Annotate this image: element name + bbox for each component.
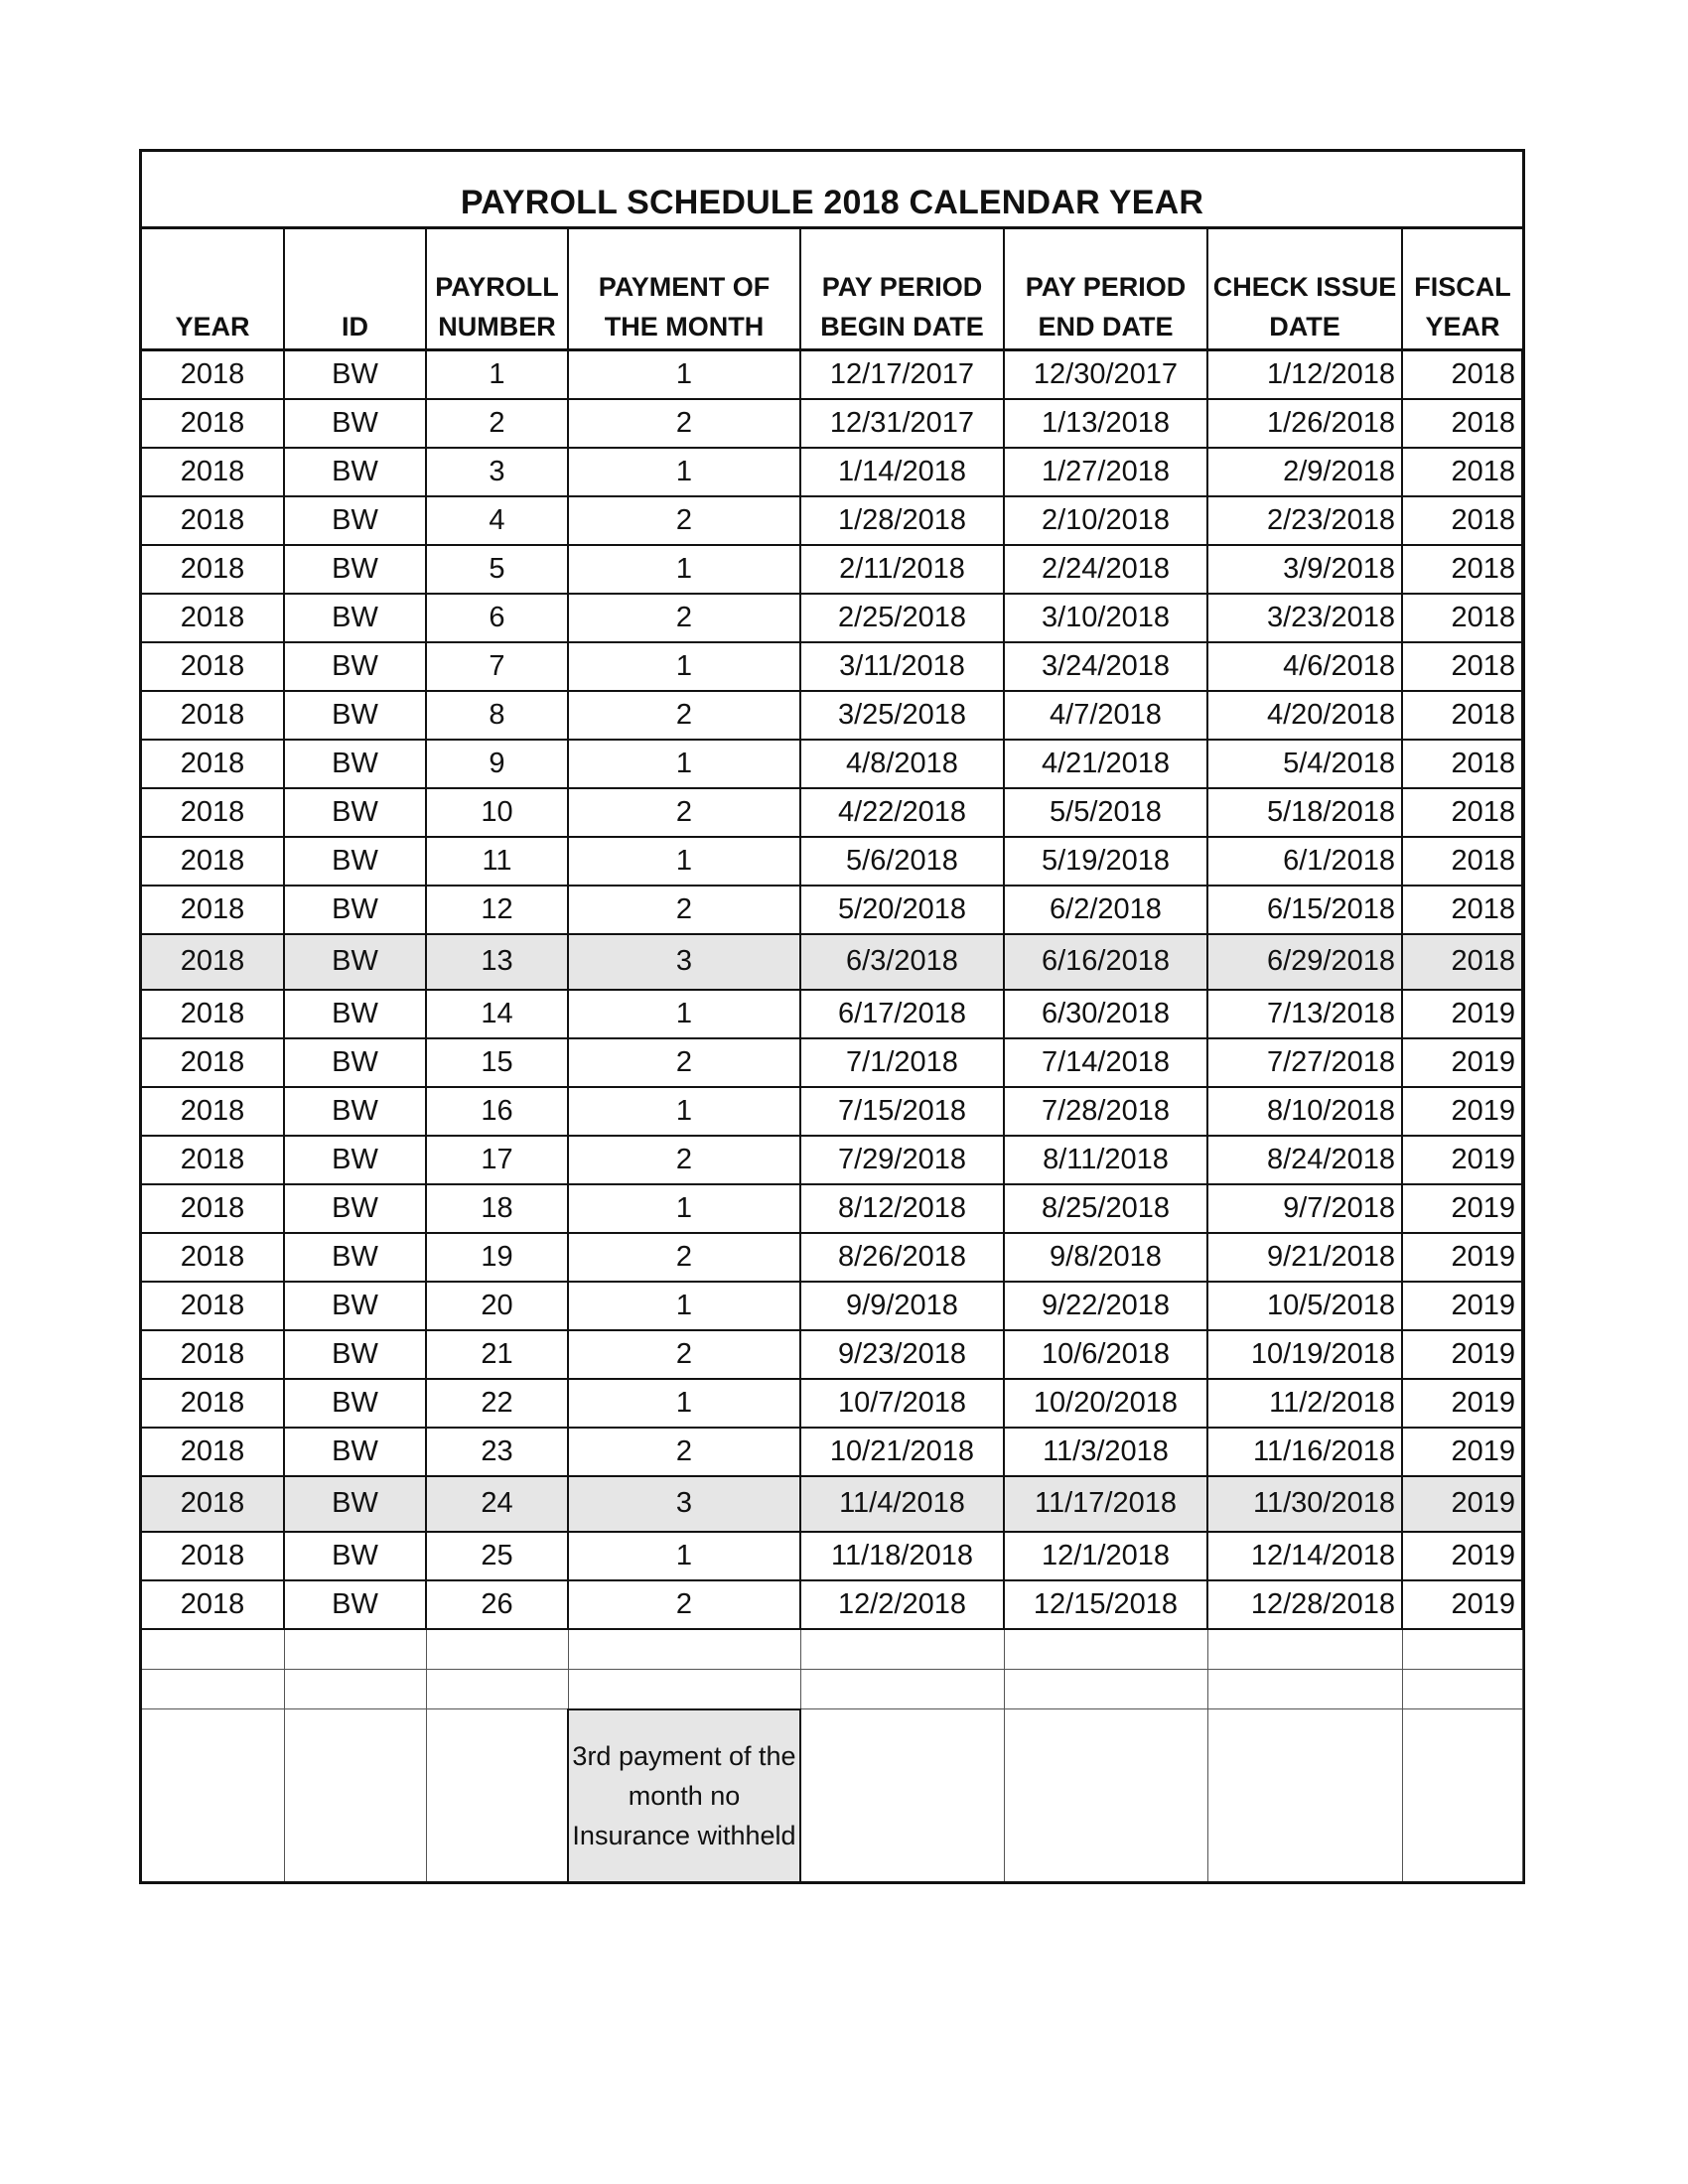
cell-year: 2018 [142,934,284,990]
cell-year: 2018 [142,1428,284,1476]
cell-begin-date: 7/29/2018 [800,1136,1004,1184]
note-row [142,1709,1522,1881]
cell-year: 2018 [142,1282,284,1330]
cell-fiscal-year: 2018 [1402,837,1522,886]
cell-year: 2018 [142,837,284,886]
cell-fiscal-year: 2019 [1402,1282,1522,1330]
blank-rows [142,1629,1522,1881]
cell-id: BW [284,448,426,496]
cell-payroll-number: 22 [426,1379,568,1428]
table-row [142,350,1522,399]
cell-end-date: 12/15/2018 [1004,1580,1207,1629]
cell-payment-of-month: 1 [568,740,800,788]
cell-payroll-number: 1 [426,350,568,399]
cell-year: 2018 [142,1580,284,1629]
cell-payroll-number: 10 [426,788,568,837]
cell-check-issue-date: 9/7/2018 [1207,1184,1402,1233]
cell-id: BW [284,934,426,990]
cell-payment-of-month: 1 [568,1282,800,1330]
cell-begin-date: 7/15/2018 [800,1087,1004,1136]
cell-fiscal-year: 2018 [1402,691,1522,740]
cell-year: 2018 [142,1087,284,1136]
cell-begin-date: 5/20/2018 [800,886,1004,934]
cell-payroll-number: 5 [426,545,568,594]
cell-payment-of-month: 1 [568,837,800,886]
cell-fiscal-year: 2019 [1402,1184,1522,1233]
cell-end-date: 3/10/2018 [1004,594,1207,642]
cell-end-date: 1/27/2018 [1004,448,1207,496]
cell-payroll-number: 15 [426,1038,568,1087]
cell-payroll-number: 26 [426,1580,568,1629]
cell-payment-of-month: 2 [568,594,800,642]
column-header-fiscal-year: FISCAL YEAR [1402,229,1522,350]
cell-payment-of-month: 1 [568,545,800,594]
table-row [142,594,1522,642]
cell-end-date: 11/3/2018 [1004,1428,1207,1476]
column-header-check-issue-date: CHECK ISSUE DATE [1207,229,1402,350]
table-row [142,886,1522,934]
cell-begin-date: 12/2/2018 [800,1580,1004,1629]
cell-id: BW [284,642,426,691]
cell-check-issue-date: 3/23/2018 [1207,594,1402,642]
cell-check-issue-date: 9/21/2018 [1207,1233,1402,1282]
cell-fiscal-year: 2019 [1402,1580,1522,1629]
cell-id: BW [284,1233,426,1282]
cell-begin-date: 4/8/2018 [800,740,1004,788]
column-header-payroll-number: PAYROLL NUMBER [426,229,568,350]
cell-begin-date: 8/26/2018 [800,1233,1004,1282]
cell-id: BW [284,1136,426,1184]
cell-begin-date: 10/7/2018 [800,1379,1004,1428]
cell-check-issue-date: 4/6/2018 [1207,642,1402,691]
table-row [142,788,1522,837]
third-payment-note: 3rd payment of the month no Insurance withheld [568,1709,800,1881]
cell-id: BW [284,886,426,934]
table-row [142,496,1522,545]
cell-year: 2018 [142,496,284,545]
column-header-year: YEAR [142,229,284,350]
cell-year: 2018 [142,1038,284,1087]
cell-payment-of-month: 2 [568,496,800,545]
cell-id: BW [284,1282,426,1330]
table-row [142,837,1522,886]
cell-end-date: 9/22/2018 [1004,1282,1207,1330]
cell-end-date: 8/25/2018 [1004,1184,1207,1233]
cell-payment-of-month: 1 [568,1184,800,1233]
cell-end-date: 6/16/2018 [1004,934,1207,990]
cell-begin-date: 4/22/2018 [800,788,1004,837]
cell-check-issue-date: 6/1/2018 [1207,837,1402,886]
cell-year: 2018 [142,1136,284,1184]
column-header-end-date: PAY PERIOD END DATE [1004,229,1207,350]
cell-fiscal-year: 2019 [1402,1087,1522,1136]
cell-payroll-number: 3 [426,448,568,496]
cell-year: 2018 [142,448,284,496]
cell-year: 2018 [142,545,284,594]
cell-payment-of-month: 3 [568,1476,800,1532]
cell-end-date: 8/11/2018 [1004,1136,1207,1184]
column-header-id: ID [284,229,426,350]
cell-fiscal-year: 2019 [1402,1233,1522,1282]
cell-payroll-number: 23 [426,1428,568,1476]
cell-id: BW [284,837,426,886]
cell-payroll-number: 7 [426,642,568,691]
table-row [142,1282,1522,1330]
cell-end-date: 3/24/2018 [1004,642,1207,691]
cell-check-issue-date: 11/16/2018 [1207,1428,1402,1476]
cell-check-issue-date: 10/19/2018 [1207,1330,1402,1379]
cell-begin-date: 11/18/2018 [800,1532,1004,1580]
cell-payroll-number: 8 [426,691,568,740]
cell-check-issue-date: 2/23/2018 [1207,496,1402,545]
cell-payment-of-month: 1 [568,990,800,1038]
cell-end-date: 12/30/2017 [1004,350,1207,399]
cell-payment-of-month: 2 [568,1136,800,1184]
cell-payment-of-month: 2 [568,1038,800,1087]
cell-payroll-number: 14 [426,990,568,1038]
cell-begin-date: 1/14/2018 [800,448,1004,496]
table-row [142,1330,1522,1379]
cell-check-issue-date: 6/29/2018 [1207,934,1402,990]
cell-check-issue-date: 1/12/2018 [1207,350,1402,399]
cell-id: BW [284,1379,426,1428]
column-header-payment-of-month: PAYMENT OF THE MONTH [568,229,800,350]
table-row [142,1476,1522,1532]
table-body [142,350,1522,1629]
cell-year: 2018 [142,990,284,1038]
cell-begin-date: 12/17/2017 [800,350,1004,399]
cell-check-issue-date: 10/5/2018 [1207,1282,1402,1330]
cell-begin-date: 2/25/2018 [800,594,1004,642]
table-row [142,642,1522,691]
cell-payroll-number: 19 [426,1233,568,1282]
blank-row [142,1669,1522,1709]
cell-payroll-number: 9 [426,740,568,788]
cell-payroll-number: 12 [426,886,568,934]
cell-check-issue-date: 8/10/2018 [1207,1087,1402,1136]
cell-check-issue-date: 7/27/2018 [1207,1038,1402,1087]
cell-year: 2018 [142,1379,284,1428]
cell-fiscal-year: 2018 [1402,788,1522,837]
cell-check-issue-date: 1/26/2018 [1207,399,1402,448]
cell-id: BW [284,1476,426,1532]
cell-fiscal-year: 2018 [1402,545,1522,594]
cell-begin-date: 9/9/2018 [800,1282,1004,1330]
table-row [142,399,1522,448]
cell-end-date: 12/1/2018 [1004,1532,1207,1580]
cell-end-date: 9/8/2018 [1004,1233,1207,1282]
page-title: PAYROLL SCHEDULE 2018 CALENDAR YEAR [142,152,1522,229]
cell-begin-date: 3/11/2018 [800,642,1004,691]
cell-fiscal-year: 2018 [1402,350,1522,399]
table-row [142,1580,1522,1629]
cell-payroll-number: 18 [426,1184,568,1233]
cell-payment-of-month: 2 [568,886,800,934]
cell-payroll-number: 20 [426,1282,568,1330]
cell-payment-of-month: 2 [568,1233,800,1282]
cell-begin-date: 1/28/2018 [800,496,1004,545]
cell-year: 2018 [142,1476,284,1532]
table-row [142,740,1522,788]
cell-fiscal-year: 2019 [1402,1038,1522,1087]
cell-begin-date: 10/21/2018 [800,1428,1004,1476]
cell-id: BW [284,594,426,642]
cell-begin-date: 11/4/2018 [800,1476,1004,1532]
cell-fiscal-year: 2018 [1402,642,1522,691]
cell-end-date: 11/17/2018 [1004,1476,1207,1532]
cell-year: 2018 [142,594,284,642]
table-row [142,545,1522,594]
cell-id: BW [284,1580,426,1629]
cell-payment-of-month: 2 [568,1580,800,1629]
cell-fiscal-year: 2018 [1402,934,1522,990]
cell-begin-date: 8/12/2018 [800,1184,1004,1233]
table-row [142,691,1522,740]
cell-check-issue-date: 11/2/2018 [1207,1379,1402,1428]
cell-payroll-number: 17 [426,1136,568,1184]
cell-end-date: 6/2/2018 [1004,886,1207,934]
table-row [142,1428,1522,1476]
cell-end-date: 4/7/2018 [1004,691,1207,740]
cell-year: 2018 [142,399,284,448]
table-row [142,1038,1522,1087]
cell-end-date: 2/24/2018 [1004,545,1207,594]
blank-row [142,1629,1522,1670]
cell-id: BW [284,990,426,1038]
cell-id: BW [284,691,426,740]
cell-fiscal-year: 2018 [1402,496,1522,545]
cell-fiscal-year: 2019 [1402,1428,1522,1476]
cell-payroll-number: 2 [426,399,568,448]
cell-fiscal-year: 2018 [1402,594,1522,642]
cell-check-issue-date: 2/9/2018 [1207,448,1402,496]
cell-payment-of-month: 1 [568,1379,800,1428]
cell-end-date: 10/6/2018 [1004,1330,1207,1379]
cell-year: 2018 [142,350,284,399]
payroll-table [142,229,1523,1881]
cell-payment-of-month: 1 [568,350,800,399]
cell-begin-date: 2/11/2018 [800,545,1004,594]
table-row [142,1136,1522,1184]
cell-payment-of-month: 1 [568,448,800,496]
cell-id: BW [284,399,426,448]
table-row [142,1233,1522,1282]
cell-check-issue-date: 5/4/2018 [1207,740,1402,788]
cell-payroll-number: 6 [426,594,568,642]
table-row [142,934,1522,990]
cell-year: 2018 [142,1233,284,1282]
cell-payment-of-month: 2 [568,691,800,740]
cell-id: BW [284,1532,426,1580]
cell-check-issue-date: 6/15/2018 [1207,886,1402,934]
cell-end-date: 4/21/2018 [1004,740,1207,788]
cell-payroll-number: 25 [426,1532,568,1580]
cell-end-date: 10/20/2018 [1004,1379,1207,1428]
cell-begin-date: 7/1/2018 [800,1038,1004,1087]
table-row [142,990,1522,1038]
cell-id: BW [284,1330,426,1379]
cell-year: 2018 [142,788,284,837]
cell-id: BW [284,740,426,788]
cell-end-date: 7/28/2018 [1004,1087,1207,1136]
cell-payroll-number: 4 [426,496,568,545]
cell-fiscal-year: 2019 [1402,1476,1522,1532]
cell-year: 2018 [142,1330,284,1379]
cell-end-date: 2/10/2018 [1004,496,1207,545]
header-row [142,229,1522,350]
table-row [142,1184,1522,1233]
cell-begin-date: 9/23/2018 [800,1330,1004,1379]
cell-payroll-number: 21 [426,1330,568,1379]
column-header-begin-date: PAY PERIOD BEGIN DATE [800,229,1004,350]
cell-fiscal-year: 2019 [1402,1379,1522,1428]
table-row [142,1532,1522,1580]
cell-payroll-number: 13 [426,934,568,990]
cell-fiscal-year: 2018 [1402,399,1522,448]
cell-begin-date: 3/25/2018 [800,691,1004,740]
cell-check-issue-date: 12/14/2018 [1207,1532,1402,1580]
table-row [142,1379,1522,1428]
cell-begin-date: 12/31/2017 [800,399,1004,448]
cell-end-date: 6/30/2018 [1004,990,1207,1038]
cell-fiscal-year: 2019 [1402,1330,1522,1379]
cell-year: 2018 [142,740,284,788]
cell-payment-of-month: 1 [568,1087,800,1136]
cell-end-date: 7/14/2018 [1004,1038,1207,1087]
cell-payment-of-month: 1 [568,642,800,691]
cell-id: BW [284,1087,426,1136]
table-row [142,448,1522,496]
cell-payment-of-month: 2 [568,1428,800,1476]
cell-year: 2018 [142,1532,284,1580]
cell-id: BW [284,788,426,837]
cell-check-issue-date: 4/20/2018 [1207,691,1402,740]
cell-id: BW [284,1184,426,1233]
cell-check-issue-date: 12/28/2018 [1207,1580,1402,1629]
cell-begin-date: 6/17/2018 [800,990,1004,1038]
cell-fiscal-year: 2019 [1402,1136,1522,1184]
cell-year: 2018 [142,1184,284,1233]
cell-id: BW [284,496,426,545]
cell-check-issue-date: 3/9/2018 [1207,545,1402,594]
cell-end-date: 5/19/2018 [1004,837,1207,886]
cell-check-issue-date: 5/18/2018 [1207,788,1402,837]
cell-payroll-number: 24 [426,1476,568,1532]
cell-begin-date: 6/3/2018 [800,934,1004,990]
cell-id: BW [284,545,426,594]
cell-check-issue-date: 11/30/2018 [1207,1476,1402,1532]
cell-payment-of-month: 3 [568,934,800,990]
cell-year: 2018 [142,642,284,691]
cell-fiscal-year: 2019 [1402,990,1522,1038]
cell-id: BW [284,350,426,399]
payroll-schedule-sheet [139,149,1525,1884]
cell-year: 2018 [142,886,284,934]
cell-begin-date: 5/6/2018 [800,837,1004,886]
cell-payment-of-month: 2 [568,1330,800,1379]
cell-id: BW [284,1428,426,1476]
cell-payment-of-month: 2 [568,788,800,837]
cell-end-date: 5/5/2018 [1004,788,1207,837]
cell-check-issue-date: 7/13/2018 [1207,990,1402,1038]
table-row [142,1087,1522,1136]
cell-fiscal-year: 2018 [1402,740,1522,788]
cell-year: 2018 [142,691,284,740]
cell-check-issue-date: 8/24/2018 [1207,1136,1402,1184]
cell-id: BW [284,1038,426,1087]
cell-fiscal-year: 2018 [1402,448,1522,496]
cell-fiscal-year: 2018 [1402,886,1522,934]
cell-payment-of-month: 1 [568,1532,800,1580]
cell-payroll-number: 16 [426,1087,568,1136]
cell-end-date: 1/13/2018 [1004,399,1207,448]
cell-payroll-number: 11 [426,837,568,886]
cell-payment-of-month: 2 [568,399,800,448]
cell-fiscal-year: 2019 [1402,1532,1522,1580]
